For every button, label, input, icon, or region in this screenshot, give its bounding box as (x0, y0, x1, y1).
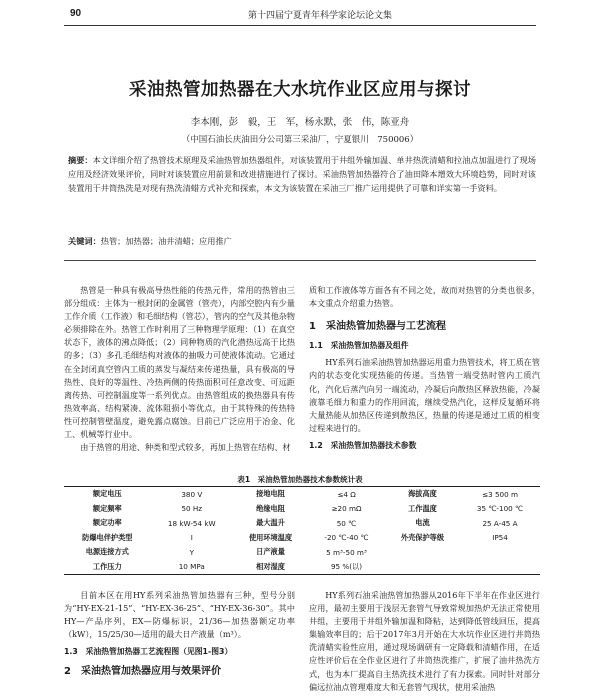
right-column-top (309, 284, 540, 456)
section-2-heading: 2 采油热管加热器应用与效果评价 (64, 666, 221, 678)
table-key-cell (385, 560, 460, 575)
abstract-text: 本文详细介绍了热管技术原理及采油热管加热器组件，对该装置用于井组外输加温、单井热洗清蜡和拉油点加温进行了现场应用及经济效果评价，同时对该装置应用前景和改进措施进行了探讨。采油热管加热器符合了油田降本增效大环境趋势，同时对该装置用于井筒热洗是对现有热洗清蜡方式补充和探索，本文为该装置在采油三厂推广运用提供了可靠和详实第一手资料。 (68, 155, 536, 194)
intro-continued: 质和工作液体等方面各有不同之处，故而对热管的分类也很多，本文重点介绍重力热管。 (309, 285, 540, 309)
table-value-cell: IP54 (492, 533, 508, 543)
table-row (64, 516, 540, 531)
paper-title: 采油热管加热器在大水坑作业区应用与探讨 (129, 80, 471, 100)
table-key-cell: 防爆电伴护类型 (82, 532, 133, 542)
table-key-cell: 电流 (415, 518, 430, 528)
table-value-cell: 25 A-45 A (482, 518, 518, 528)
paper-affiliation: （中国石油长庆油田分公司第三采油厂，宁夏银川 750006） (181, 135, 419, 145)
intro-paragraph: 热管是一种具有极高导热性能的传热元件，常用的热管由三部分组成：主体为一根封闭的金属管（管壳），内部空腔内有少量工作介质（工作液）和毛细结构（管芯），管内的空气及其他杂物必须排除在外。热管工作时利用了三种物理学原理：（1）在真空状态下，液体的沸点降低；（2）同种物质的汽化潜热远高于比热的多；（3）多孔毛细结构对液体的抽吸力可使液体流动。它通过在全封闭真空管内工质的蒸发与凝结来传递热量，具有极高的导热性、良好的等温性、冷热两侧的传热面积可任意改变、可远距离传热、可控制温度等一系列优点。由热管组成的换热器具有传热效率高、结构紧凑、流体阻损小等优点，由于其特殊的传热特性可控制管壁温度，避免露点腐蚀。目前已广泛应用于冶金、化工、机械等行业中。 (64, 285, 295, 440)
table-value-cell: ≤3 500 m (482, 489, 518, 499)
page-number: 90 (70, 8, 82, 19)
table-value-cell: 50 Hz (181, 504, 203, 514)
table-key-cell: 工作温度 (408, 503, 437, 513)
running-title: 第十四届宁夏青年科学家论坛论文集 (248, 10, 393, 20)
keywords-text: 热管；加热器；油井清蜡；应用推广 (100, 236, 232, 246)
subsection-1-2-heading: 1.2 采油热管加热器技术参数 (309, 440, 417, 450)
table-value-cell: Y (189, 547, 194, 557)
table-value-cell (460, 545, 540, 560)
table-row (64, 502, 540, 517)
table-row (64, 487, 540, 502)
table-key-cell: 使用环境温度 (248, 532, 293, 542)
application-paragraph: HY系列石油采油热管加热器从2016年下半年在作业区进行应用，最初主要用于浅层无套管气导致常规加热炉无法正常使用井组，主要用于井组外输加温和降粘，达到降低管线回压，提高集输效率目的；后于2017年3月开始在大水坑作业区进行井筒热洗清蜡实验性应用，通过现场调研有一定降载和清蜡作用，在适应性评价后在全作业区进行了井筒热洗推广，扩展了油井热洗方式，也为本厂提高自主热洗技术进行了有力探索。同时针对部分偏远拉油点管理难度大和无套管气现状，使用采油热 (309, 590, 540, 692)
table-value-cell: 95 %(以) (330, 561, 363, 571)
subsection-1-1-heading: 1.1 采油热管加热器及组件 (309, 341, 409, 351)
table-key-cell: 相对湿度 (256, 561, 285, 571)
table-value-cell: 50 ℃ (336, 518, 357, 528)
abstract-rule (64, 260, 536, 261)
table-key-cell: 电源连接方式 (85, 547, 129, 557)
spec-table (64, 486, 540, 575)
table-row (64, 531, 540, 546)
header-rule (64, 25, 536, 26)
table-key-cell: 绝缘电阻 (256, 503, 285, 513)
table-key-cell: 额定电压 (92, 489, 122, 499)
page-header (0, 0, 600, 40)
table-value-cell: ≤4 Ω (337, 489, 356, 499)
left-column-bottom (64, 589, 295, 679)
table-caption: 表1 采油热管加热器技术参数统计表 (237, 475, 363, 484)
table-key-cell: 海拔高度 (408, 489, 437, 499)
table-key-cell: 最大温升 (256, 518, 285, 528)
abstract-label: 摘要： (68, 155, 93, 165)
subsection-1-3-heading: 1.3 采油热管加热器工艺流程图（见图1-图3） (64, 647, 233, 657)
table-key-cell: 日产液量 (256, 547, 285, 557)
table-value-cell: Ⅰ (190, 533, 193, 543)
table-value-cell: -20 ℃-40 ℃ (324, 533, 369, 543)
table-key-cell: 额定频率 (92, 503, 122, 513)
table-value-cell: ≥20 mΩ (331, 504, 362, 514)
table-value-cell (460, 560, 540, 575)
intro-paragraph-2: 由于热管的用途、种类和型式较多，再加上热管在结构、材 (80, 442, 291, 453)
subsection-1-1-text: HY系列石油采油热管加热器运用重力热管技术，将工质在管内的状态变化实现热能的传递。当热管一端受热时管内工质汽化，汽化后蒸汽向另一端流动，冷凝后向散热区释放热能，冷凝液靠毛细力和重力的作用回流，继续受热汽化，这样反复循环将大量热能从加热区传递到散热区，热量的传递是通过工质的相变过程来进行的。 (309, 357, 540, 433)
table-value-cell: 35 ℃-100 ℃ (476, 504, 524, 514)
table-row (64, 560, 540, 575)
section-1-heading: 1 采油热管加热器与工艺流程 (309, 321, 446, 333)
table-value-cell: 18 kW-54 kW (167, 518, 216, 528)
keywords-label: 关键词： (68, 236, 101, 246)
table-key-cell: 外壳保护等级 (400, 532, 445, 542)
table-key-cell (385, 545, 460, 560)
table-key-cell: 工作压力 (92, 561, 122, 571)
table-key-cell: 额定功率 (92, 518, 122, 528)
table-value-cell: 380 V (181, 489, 203, 499)
abstract (68, 153, 536, 196)
right-column-bottom (309, 589, 540, 694)
table-row (64, 545, 540, 560)
keywords (68, 236, 536, 247)
table-key-cell: 接地电阻 (256, 489, 285, 499)
table-value-cell: 5 m³-50 m³ (326, 547, 367, 557)
models-paragraph: 目前本区在用HY系列采油热管加热器有三种，型号分别为“HY-EX-21-15”、“HY-EX-36-25”、“HY-EX-36-30”。其中HY—产品序列，EX—防爆标识，21/36—加热器额定功率（kW），15/25/30—适用的最大日产液量（m³）。 (64, 590, 295, 640)
left-column-top (64, 284, 295, 454)
table-value-cell: 10 MPa (178, 562, 205, 572)
paper-authors: 李本刚，彭 毅，王 军，杨永默，张 伟，陈亚舟 (190, 117, 410, 128)
